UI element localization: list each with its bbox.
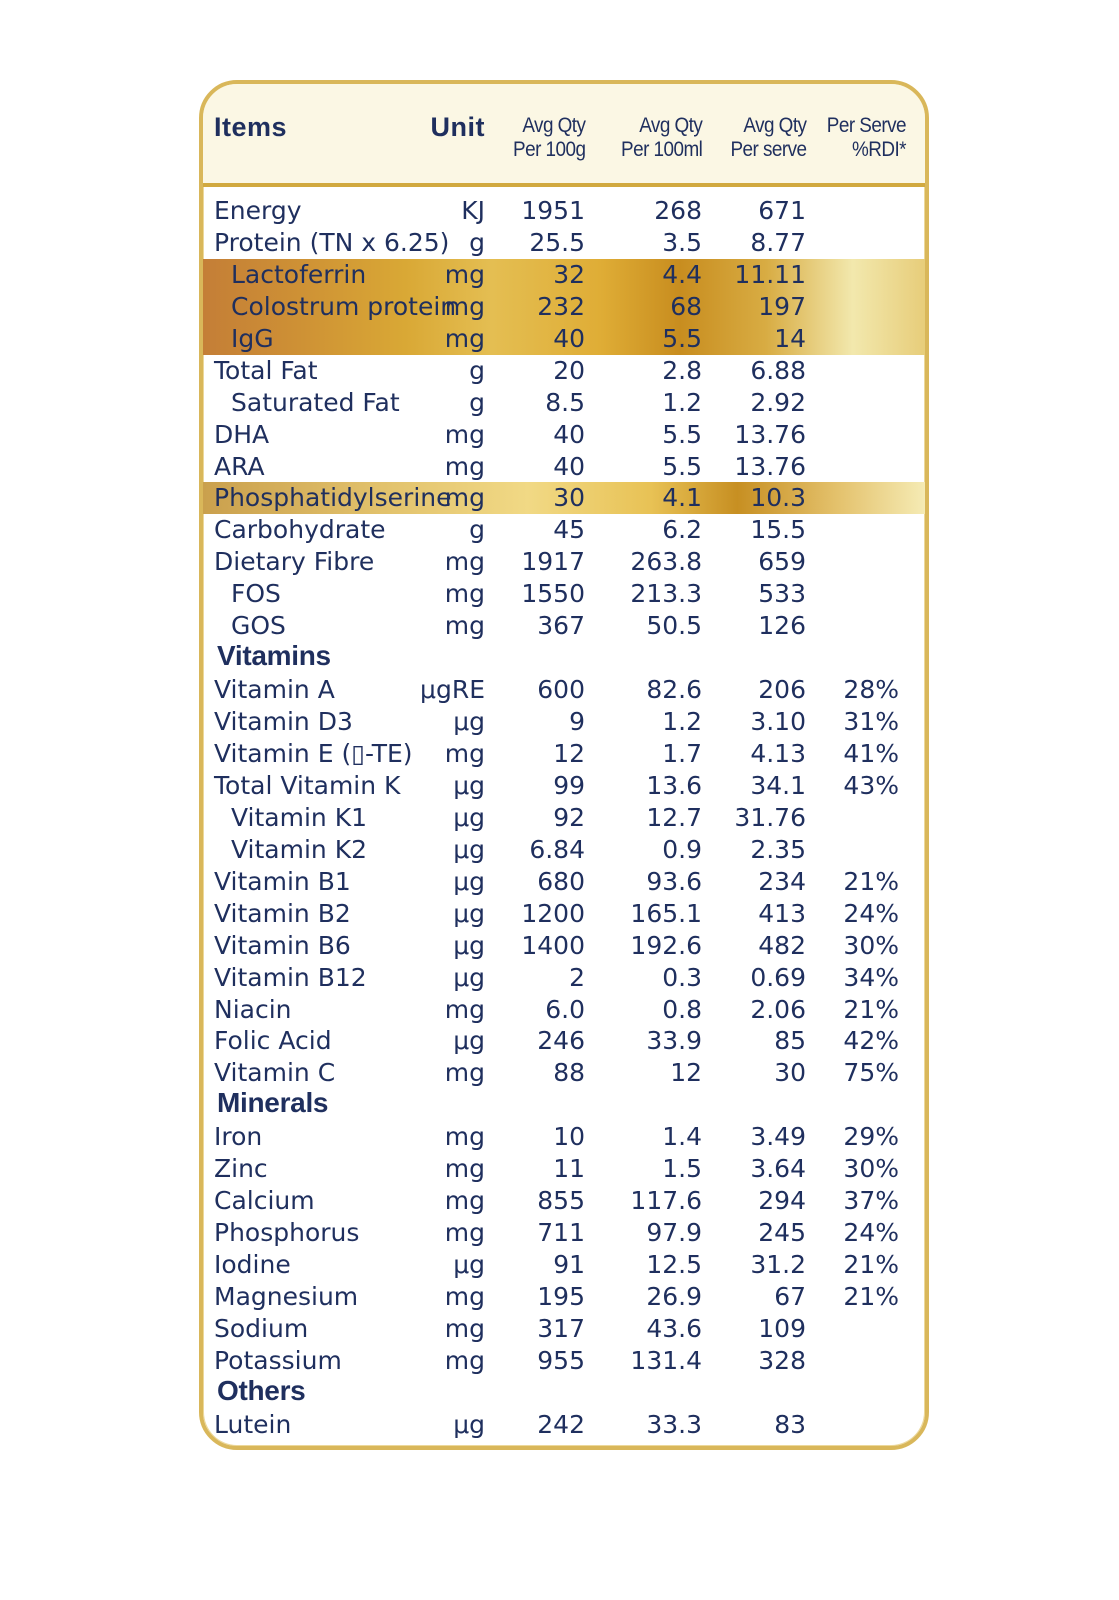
table-row xyxy=(203,195,925,227)
value-per-100g: 1917 xyxy=(521,547,585,576)
value-rdi: 28% xyxy=(843,675,899,704)
value-per-100g: 1550 xyxy=(521,579,585,608)
item-name: GOS xyxy=(231,611,286,640)
value-per-100g: 317 xyxy=(537,1314,585,1343)
value-per-100g: 45 xyxy=(553,515,585,544)
item-name: Zinc xyxy=(214,1154,268,1183)
value-per-serve: 10.3 xyxy=(750,483,806,512)
item-unit: mg xyxy=(444,1154,485,1183)
value-per-serve: 206 xyxy=(758,675,806,704)
value-rdi: 31% xyxy=(843,707,899,736)
table-row xyxy=(203,227,925,259)
value-per-serve: 2.06 xyxy=(750,995,806,1024)
item-unit: mg xyxy=(444,739,485,768)
value-rdi: 24% xyxy=(843,1218,899,1247)
value-per-100g: 40 xyxy=(553,452,585,481)
value-per-100g: 242 xyxy=(537,1410,585,1439)
value-per-100ml: 93.6 xyxy=(646,867,702,896)
section-title-minerals: Minerals xyxy=(217,1087,329,1118)
value-per-100ml: 5.5 xyxy=(662,324,702,353)
value-per-100ml: 0.9 xyxy=(662,835,702,864)
value-per-100g: 1400 xyxy=(521,931,585,960)
table-row xyxy=(203,1281,925,1313)
value-per-100ml: 3.5 xyxy=(662,228,702,257)
value-per-100ml: 33.3 xyxy=(646,1410,702,1439)
value-per-100g: 99 xyxy=(553,771,585,800)
item-name: Vitamin K1 xyxy=(231,803,368,832)
table-row xyxy=(203,738,925,770)
item-name: Vitamin B12 xyxy=(214,963,367,992)
item-name: Vitamin B1 xyxy=(214,867,351,896)
item-name: Total Vitamin K xyxy=(214,771,401,800)
item-unit: mg xyxy=(444,1122,485,1151)
value-per-100g: 232 xyxy=(537,292,585,321)
item-unit: μgRE xyxy=(420,675,485,704)
item-name: Phosphorus xyxy=(214,1218,360,1247)
table-row xyxy=(203,706,925,738)
table-row xyxy=(203,674,925,706)
item-name: Lactoferrin xyxy=(231,260,367,289)
value-per-100g: 195 xyxy=(537,1282,585,1311)
item-unit: μg xyxy=(453,867,485,896)
value-per-100ml: 117.6 xyxy=(630,1186,702,1215)
value-per-100g: 1951 xyxy=(521,196,585,225)
value-per-100g: 12 xyxy=(553,739,585,768)
value-rdi: 29% xyxy=(843,1122,899,1151)
item-unit: mg xyxy=(444,579,485,608)
table-row xyxy=(203,259,925,291)
header-rdi-line2: %RDI* xyxy=(851,138,906,161)
table-row xyxy=(203,962,925,994)
table-row xyxy=(203,1217,925,1249)
value-per-serve: 34.1 xyxy=(750,771,806,800)
item-unit: g xyxy=(469,228,485,257)
value-per-serve: 2.92 xyxy=(750,388,806,417)
item-unit: μg xyxy=(453,931,485,960)
value-per-100ml: 4.4 xyxy=(662,260,702,289)
table-row xyxy=(203,578,925,610)
table-row xyxy=(203,610,925,642)
item-name: DHA xyxy=(214,420,270,449)
value-per-serve: 3.64 xyxy=(750,1154,806,1183)
value-per-100g: 88 xyxy=(553,1058,585,1087)
item-name: Vitamin C xyxy=(214,1058,336,1087)
item-unit: μg xyxy=(453,771,485,800)
item-name: ARA xyxy=(214,452,265,481)
item-unit: mg xyxy=(444,260,485,289)
value-per-100g: 8.5 xyxy=(545,388,585,417)
header-per-100g-line2: Per 100g xyxy=(512,138,585,161)
value-per-serve: 11.11 xyxy=(734,260,806,289)
item-name: Saturated Fat xyxy=(231,388,400,417)
value-per-100ml: 192.6 xyxy=(630,931,702,960)
item-unit: mg xyxy=(444,1282,485,1311)
table-row xyxy=(203,482,925,514)
item-name: Potassium xyxy=(214,1346,342,1375)
value-per-serve: 31.2 xyxy=(750,1250,806,1279)
item-unit: g xyxy=(469,388,485,417)
item-unit: g xyxy=(469,356,485,385)
table-row xyxy=(203,1121,925,1153)
value-per-100ml: 268 xyxy=(654,196,702,225)
value-rdi: 75% xyxy=(843,1058,899,1087)
value-rdi: 21% xyxy=(843,1282,899,1311)
value-per-100ml: 97.9 xyxy=(646,1218,702,1247)
value-per-100g: 40 xyxy=(553,420,585,449)
item-unit: μg xyxy=(453,899,485,928)
value-per-100g: 855 xyxy=(537,1186,585,1215)
header-per-100ml-line1: Avg Qty xyxy=(638,114,702,137)
value-per-100g: 367 xyxy=(537,611,585,640)
value-per-serve: 3.10 xyxy=(750,707,806,736)
table-row xyxy=(203,291,925,323)
item-unit: KJ xyxy=(461,196,485,225)
value-per-100ml: 12.5 xyxy=(646,1250,702,1279)
value-per-100ml: 1.2 xyxy=(662,388,702,417)
value-per-serve: 0.69 xyxy=(750,963,806,992)
header-items: Items xyxy=(214,112,288,142)
table-header xyxy=(203,84,925,187)
value-rdi: 24% xyxy=(843,899,899,928)
value-per-100g: 600 xyxy=(537,675,585,704)
value-per-serve: 328 xyxy=(758,1346,806,1375)
value-rdi: 30% xyxy=(843,931,899,960)
value-per-serve: 126 xyxy=(758,611,806,640)
value-rdi: 41% xyxy=(843,739,899,768)
item-unit: mg xyxy=(444,1058,485,1087)
value-per-100g: 680 xyxy=(537,867,585,896)
table-row xyxy=(203,1249,925,1281)
value-rdi: 34% xyxy=(843,963,899,992)
nutrition-panel xyxy=(199,80,929,1450)
table-row xyxy=(203,1345,925,1377)
item-name: Sodium xyxy=(214,1314,309,1343)
item-unit: mg xyxy=(444,995,485,1024)
section-title-others: Others xyxy=(217,1375,306,1406)
item-unit: μg xyxy=(453,1250,485,1279)
value-per-100ml: 1.7 xyxy=(662,739,702,768)
value-per-serve: 245 xyxy=(758,1218,806,1247)
value-per-100g: 20 xyxy=(553,356,585,385)
table-row xyxy=(203,1313,925,1345)
value-rdi: 30% xyxy=(843,1154,899,1183)
item-name: Colostrum protein xyxy=(231,292,457,321)
table-row xyxy=(203,866,925,898)
item-name: Magnesium xyxy=(214,1282,359,1311)
header-unit: Unit xyxy=(430,112,485,142)
value-per-serve: 294 xyxy=(758,1186,806,1215)
table-row xyxy=(203,1185,925,1217)
value-per-100ml: 68 xyxy=(670,292,702,321)
table-row xyxy=(203,1057,925,1089)
item-unit: μg xyxy=(453,803,485,832)
item-unit: mg xyxy=(444,324,485,353)
header-per-100g-line1: Avg Qty xyxy=(521,114,585,137)
item-unit: μg xyxy=(453,1026,485,1055)
value-per-100ml: 263.8 xyxy=(630,547,702,576)
table-row xyxy=(203,387,925,419)
item-unit: mg xyxy=(444,1346,485,1375)
value-per-serve: 6.88 xyxy=(750,356,806,385)
item-name: Phosphatidylserine xyxy=(214,483,452,512)
value-per-100g: 25.5 xyxy=(529,228,585,257)
item-unit: μg xyxy=(453,707,485,736)
item-name: Vitamin B2 xyxy=(214,899,351,928)
item-unit: mg xyxy=(444,1314,485,1343)
item-unit: mg xyxy=(444,547,485,576)
value-rdi: 21% xyxy=(843,995,899,1024)
value-per-serve: 2.35 xyxy=(750,835,806,864)
header-rdi-line1: Per Serve xyxy=(826,114,906,137)
value-per-100g: 92 xyxy=(553,803,585,832)
table-row xyxy=(203,1409,925,1441)
item-unit: mg xyxy=(444,611,485,640)
value-per-serve: 14 xyxy=(774,324,806,353)
table-row xyxy=(203,419,925,451)
value-per-100g: 91 xyxy=(553,1250,585,1279)
value-per-100ml: 6.2 xyxy=(662,515,702,544)
table-row xyxy=(203,834,925,866)
table-row xyxy=(203,802,925,834)
value-per-100ml: 12 xyxy=(670,1058,702,1087)
value-per-100g: 711 xyxy=(537,1218,585,1247)
item-name: FOS xyxy=(231,579,281,608)
item-name: Iodine xyxy=(214,1250,291,1279)
section-title-vitamins: Vitamins xyxy=(217,640,331,671)
item-name: Vitamin E (▯-TE) xyxy=(214,739,413,768)
item-name: Iron xyxy=(214,1122,263,1151)
value-per-100g: 6.0 xyxy=(545,995,585,1024)
value-per-serve: 671 xyxy=(758,196,806,225)
header-per-serve-line1: Avg Qty xyxy=(742,114,806,137)
table-row xyxy=(203,514,925,546)
item-name: Folic Acid xyxy=(214,1026,332,1055)
item-unit: mg xyxy=(444,420,485,449)
table-row xyxy=(203,898,925,930)
item-name: Carbohydrate xyxy=(214,515,386,544)
value-per-100ml: 50.5 xyxy=(646,611,702,640)
item-unit: mg xyxy=(444,292,485,321)
table-row xyxy=(203,994,925,1026)
value-per-100g: 955 xyxy=(537,1346,585,1375)
header-per-serve-line2: Per serve xyxy=(729,138,806,161)
item-unit: mg xyxy=(444,483,485,512)
table-row xyxy=(203,323,925,355)
header-per-100g xyxy=(513,114,585,162)
table-row xyxy=(203,451,925,483)
value-per-100g: 246 xyxy=(537,1026,585,1055)
value-per-serve: 31.76 xyxy=(734,803,806,832)
table-row xyxy=(203,1025,925,1057)
value-per-100ml: 82.6 xyxy=(646,675,702,704)
item-name: Vitamin K2 xyxy=(231,835,368,864)
item-unit: μg xyxy=(453,1410,485,1439)
value-per-100ml: 26.9 xyxy=(646,1282,702,1311)
value-per-100g: 32 xyxy=(553,260,585,289)
value-per-100ml: 1.4 xyxy=(662,1122,702,1151)
table-row xyxy=(203,770,925,802)
value-per-100ml: 5.5 xyxy=(662,420,702,449)
item-unit: mg xyxy=(444,1186,485,1215)
value-rdi: 37% xyxy=(843,1186,899,1215)
value-per-serve: 413 xyxy=(758,899,806,928)
item-name: Total Fat xyxy=(214,356,318,385)
table-row xyxy=(203,546,925,578)
value-per-100ml: 43.6 xyxy=(646,1314,702,1343)
value-rdi: 21% xyxy=(843,867,899,896)
value-per-serve: 15.5 xyxy=(750,515,806,544)
value-per-serve: 13.76 xyxy=(734,452,806,481)
value-per-100g: 1200 xyxy=(521,899,585,928)
header-per-100ml-line2: Per 100ml xyxy=(620,138,702,161)
value-per-serve: 234 xyxy=(758,867,806,896)
value-per-100ml: 0.3 xyxy=(662,963,702,992)
value-per-serve: 85 xyxy=(774,1026,806,1055)
value-rdi: 42% xyxy=(843,1026,899,1055)
value-per-serve: 13.76 xyxy=(734,420,806,449)
value-per-serve: 659 xyxy=(758,547,806,576)
value-per-serve: 67 xyxy=(774,1282,806,1311)
value-per-serve: 109 xyxy=(758,1314,806,1343)
header-rdi xyxy=(827,114,906,162)
value-per-serve: 30 xyxy=(774,1058,806,1087)
item-name: Dietary Fibre xyxy=(214,547,375,576)
value-per-100ml: 1.5 xyxy=(662,1154,702,1183)
item-unit: g xyxy=(469,515,485,544)
item-name: Niacin xyxy=(214,995,292,1024)
value-per-100ml: 165.1 xyxy=(630,899,702,928)
item-name: Vitamin A xyxy=(214,675,335,704)
value-per-100ml: 4.1 xyxy=(662,483,702,512)
value-per-100g: 10 xyxy=(553,1122,585,1151)
value-per-100ml: 12.7 xyxy=(646,803,702,832)
value-per-100ml: 0.8 xyxy=(662,995,702,1024)
table-row xyxy=(203,1153,925,1185)
item-name: Protein (TN x 6.25) xyxy=(214,228,450,257)
value-per-100g: 6.84 xyxy=(529,835,585,864)
value-per-100ml: 33.9 xyxy=(646,1026,702,1055)
item-unit: mg xyxy=(444,1218,485,1247)
value-per-100ml: 13.6 xyxy=(646,771,702,800)
value-per-serve: 83 xyxy=(774,1410,806,1439)
item-name: Lutein xyxy=(214,1410,292,1439)
item-name: IgG xyxy=(231,324,274,353)
value-per-100g: 40 xyxy=(553,324,585,353)
header-per-serve xyxy=(730,114,806,162)
item-name: Vitamin D3 xyxy=(214,707,353,736)
value-per-100ml: 213.3 xyxy=(630,579,702,608)
value-per-serve: 533 xyxy=(758,579,806,608)
value-per-serve: 4.13 xyxy=(750,739,806,768)
value-per-serve: 482 xyxy=(758,931,806,960)
item-unit: μg xyxy=(453,963,485,992)
table-row xyxy=(203,355,925,387)
item-unit: mg xyxy=(444,452,485,481)
value-per-100g: 30 xyxy=(553,483,585,512)
value-per-100g: 9 xyxy=(569,707,585,736)
item-name: Energy xyxy=(214,196,302,225)
item-unit: μg xyxy=(453,835,485,864)
value-per-100ml: 131.4 xyxy=(630,1346,702,1375)
value-rdi: 21% xyxy=(843,1250,899,1279)
value-per-100ml: 1.2 xyxy=(662,707,702,736)
table-row xyxy=(203,930,925,962)
value-per-100g: 11 xyxy=(553,1154,585,1183)
value-per-100ml: 2.8 xyxy=(662,356,702,385)
value-rdi: 43% xyxy=(843,771,899,800)
value-per-100ml: 5.5 xyxy=(662,452,702,481)
item-name: Calcium xyxy=(214,1186,315,1215)
value-per-serve: 8.77 xyxy=(750,228,806,257)
header-per-100ml xyxy=(621,114,702,162)
value-per-100g: 2 xyxy=(569,963,585,992)
value-per-serve: 3.49 xyxy=(750,1122,806,1151)
value-per-serve: 197 xyxy=(758,292,806,321)
item-name: Vitamin B6 xyxy=(214,931,351,960)
